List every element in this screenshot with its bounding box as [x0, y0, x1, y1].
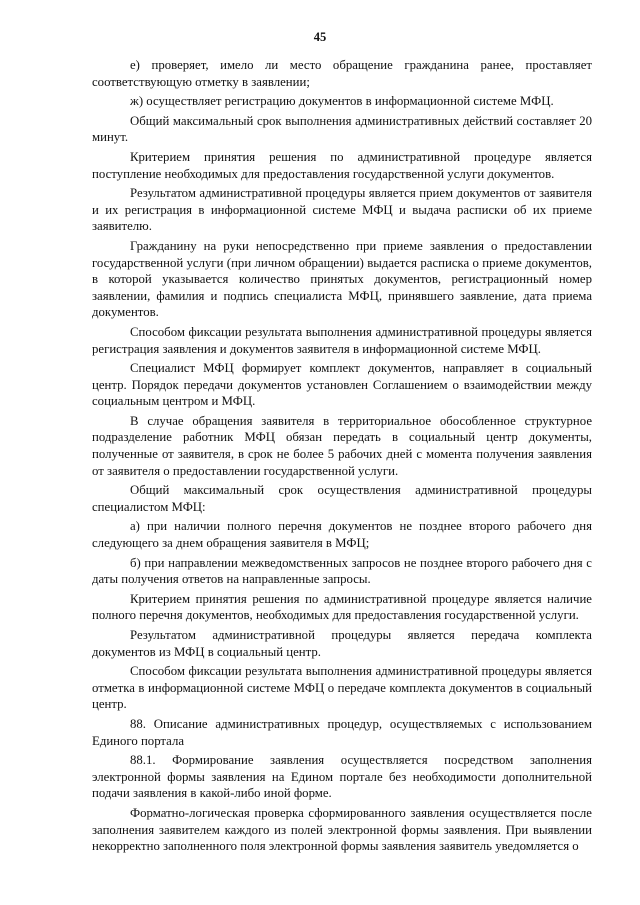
paragraph: Результатом административной процедуры является передача комплекта документов из МФЦ в социальный центр.: [92, 628, 592, 659]
paragraph: Форматно-логическая проверка сформированного заявления осуществляется после заполнения заявителем каждого из полей электронной формы заявления. При выявлении некорректно заполненного поля электронной формы заявления заявитель уведомляется о: [92, 805, 592, 854]
paragraph: Специалист МФЦ формирует комплект документов, направляет в социальный центр. Порядок передачи документов установлен Соглашением о взаимодействии между социальным центром и МФЦ.: [92, 361, 592, 409]
paragraph: 88.1. Формирование заявления осуществляется посредством заполнения электронной формы заявления на Едином портале без необходимости дополнительной подачи заявления в какой-либо иной форме.: [92, 753, 592, 801]
paragraph: Критерием принятия решения по административной процедуре является наличие полного перечня документов, необходимых для предоставления государственной услуги.: [92, 591, 592, 623]
paragraph: Гражданину на руки непосредственно при приеме заявления о предоставлении государственной услуги (при личном обращении) выдается расписка о приеме документов, в которой указывается количество принятых документов, регистрационный номер заявлении, фамилия и подпись специалиста МФЦ, принявшего заявление, дата приема документов.: [92, 238, 592, 320]
paragraph: ж) осуществляет регистрацию документов в информационной системе МФЦ.: [130, 94, 554, 109]
paragraph: Результатом административной процедуры является прием документов от заявителя и их регистрация в информационной системе МФЦ и выдача расписки об их приеме заявителю.: [92, 186, 592, 234]
paragraph: Общий максимальный срок осуществления административной процедуры специалистом МФЦ:: [92, 483, 592, 514]
paragraph: Общий максимальный срок выполнения административных действий составляет 20 минут.: [92, 113, 592, 145]
paragraph: б) при направлении межведомственных запросов не позднее второго рабочего дня с даты получения ответов на направленные запросы.: [92, 555, 592, 587]
paragraph: В случае обращения заявителя в территориальное обособленное структурное подразделение работник МФЦ обязан передать в социальный центр документы, полученные от заявителя, в срок не более 5 рабочих дней с момента получения заявления от заявителя о предоставлении государственной услуги.: [92, 413, 592, 478]
paragraph: Способом фиксации результата выполнения административной процедуры является регистрация заявления и документов заявителя в информационной системе МФЦ.: [92, 324, 592, 356]
document-body: [92, 57, 592, 858]
page-number: 45: [313, 30, 327, 44]
paragraph: Способом фиксации результата выполнения административной процедуры является отметка в информационной системе МФЦ о передаче комплекта документов в социальный центр.: [92, 664, 592, 712]
section-heading: 88. Описание административных процедур, осуществляемых с использованием Единого портала: [92, 716, 592, 748]
paragraph: Критерием принятия решения по административной процедуре является поступление необходимых для предоставления государственной услуги документов.: [92, 149, 592, 181]
paragraph: а) при наличии полного перечня документов не позднее второго рабочего дня следующего за днем обращения заявителя в МФЦ;: [92, 519, 592, 551]
paragraph: е) проверяет, имело ли место обращение гражданина ранее, проставляет соответствующую отметку в заявлении;: [92, 58, 592, 89]
